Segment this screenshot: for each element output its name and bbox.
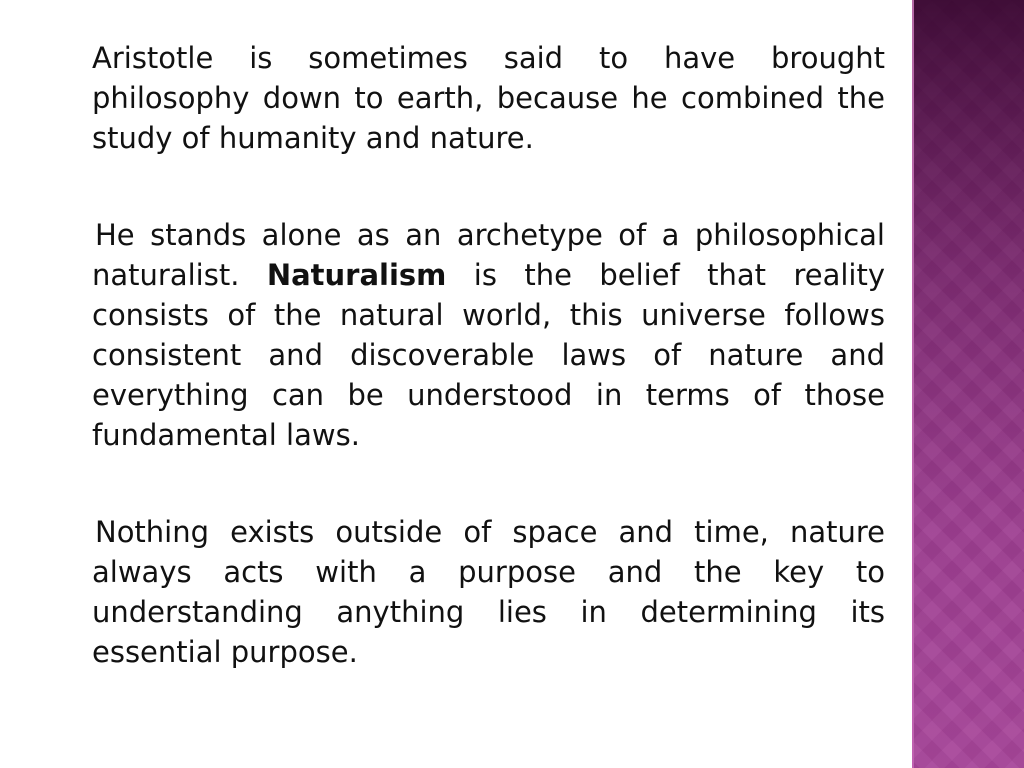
paragraph-text: Nothing exists outside of space and time, nature always acts with a purpose and the key to understanding anything lies in determining its essential purpose. [92, 515, 885, 669]
decorative-side-band [912, 0, 1024, 768]
side-band-gradient [912, 0, 1024, 768]
paragraph-text-after: is the belief that reality consists of the natural world, this universe follows consistent and discoverable laws of nature and everything can be understood in terms of those fundamental laws. [92, 258, 885, 452]
naturalism-term: Naturalism [266, 258, 447, 292]
paragraph-text-before: He stands alone as an archetype of a philosophical naturalist. [92, 218, 885, 292]
paragraph-naturalism [92, 215, 885, 455]
paragraph-text: Aristotle is sometimes said to have brought philosophy down to earth, because he combined the study of humanity and nature. [92, 41, 885, 155]
paragraph-aristotle-earth [92, 38, 885, 158]
paragraph-space-time [92, 512, 885, 672]
slide-text-body [92, 38, 885, 729]
